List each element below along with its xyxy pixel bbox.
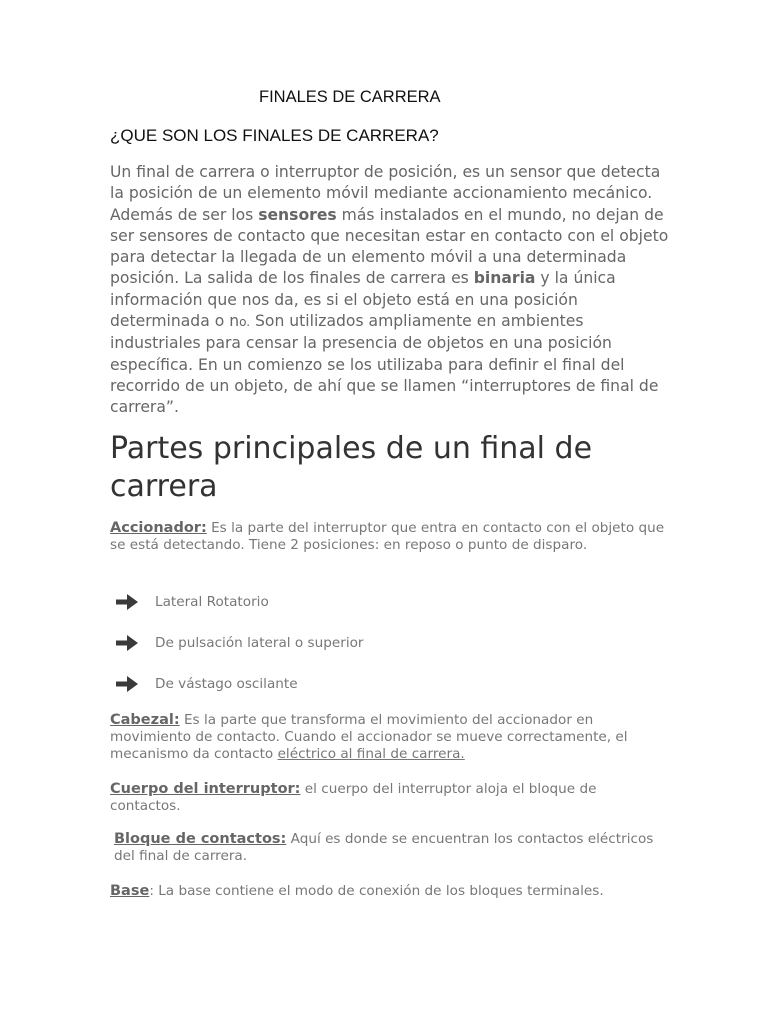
bloque-term: Bloque de contactos:	[114, 831, 287, 847]
right-arrow-icon	[114, 674, 140, 694]
intro-text-4: Son utilizados ampliamente en ambientes industriales para censar la presencia de objetos en una posición específica. En un comienzo se los utilizaba para definir el final del recorrido de un objeto, de ahí que se llamen “interruptores de final de carrera”.	[110, 312, 659, 417]
question-heading: ¿QUE SON LOS FINALES DE CARRERA?	[110, 126, 439, 145]
intro-bold-sensores: sensores	[258, 205, 337, 224]
intro-text-3: y la única información que nos da, es si el objeto está en una posición determinada o n	[110, 269, 616, 331]
base-text: : La base contiene el modo de conexión de los bloques terminales.	[149, 883, 604, 899]
base-paragraph	[110, 883, 670, 900]
cuerpo-paragraph	[110, 781, 670, 815]
document-title: FINALES DE CARRERA	[259, 88, 441, 106]
accionador-term: Accionador:	[110, 520, 207, 536]
cuerpo-text: el cuerpo del interruptor aloja el bloque de contactos.	[110, 781, 597, 814]
intro-text-1: Un final de carrera o interruptor de posición, es un sensor que detecta la posición de un elemento móvil mediante accionamiento mecánico. Además de ser los	[110, 163, 661, 224]
section-heading: Partes principales de un final de carrera	[110, 431, 593, 504]
cabezal-term: Cabezal:	[110, 712, 180, 728]
bloque-text: Aquí es donde se encuentran los contactos eléctricos del final de carrera.	[114, 831, 654, 864]
right-arrow-icon	[114, 633, 140, 653]
right-arrow-icon	[114, 592, 140, 612]
accionador-text: Es la parte del interruptor que entra en contacto con el objeto que se está detectando. Tiene 2 posiciones: en reposo o punto de disparo.	[110, 520, 665, 553]
accionador-paragraph	[110, 520, 670, 554]
cabezal-underlined-text: eléctrico al final de carrera.	[277, 746, 465, 762]
cabezal-text: Es la parte que transforma el movimiento del accionador en movimiento de contacto. Cuando el accionador se mueve correctamente, el mecanismo da contacto	[110, 712, 628, 762]
intro-bold-binaria: binaria	[473, 269, 536, 288]
cuerpo-term: Cuerpo del interruptor:	[110, 781, 301, 797]
bloque-paragraph	[114, 831, 670, 865]
bullet-label: De pulsación lateral o superior	[155, 635, 364, 651]
intro-text-2: más instalados en el mundo, no dejan de ser sensores de contacto que necesitan estar en contacto con el objeto para detectar la llegada de un elemento móvil a una determinada posición. La salida de los finales de carrera es	[110, 205, 669, 288]
intro-paragraph	[110, 162, 670, 419]
bullet-label: De vástago oscilante	[155, 676, 298, 692]
intro-small-o: o.	[239, 315, 251, 330]
base-term: Base	[110, 883, 150, 899]
cabezal-paragraph	[110, 712, 670, 763]
bullet-label: Lateral Rotatorio	[155, 594, 269, 610]
